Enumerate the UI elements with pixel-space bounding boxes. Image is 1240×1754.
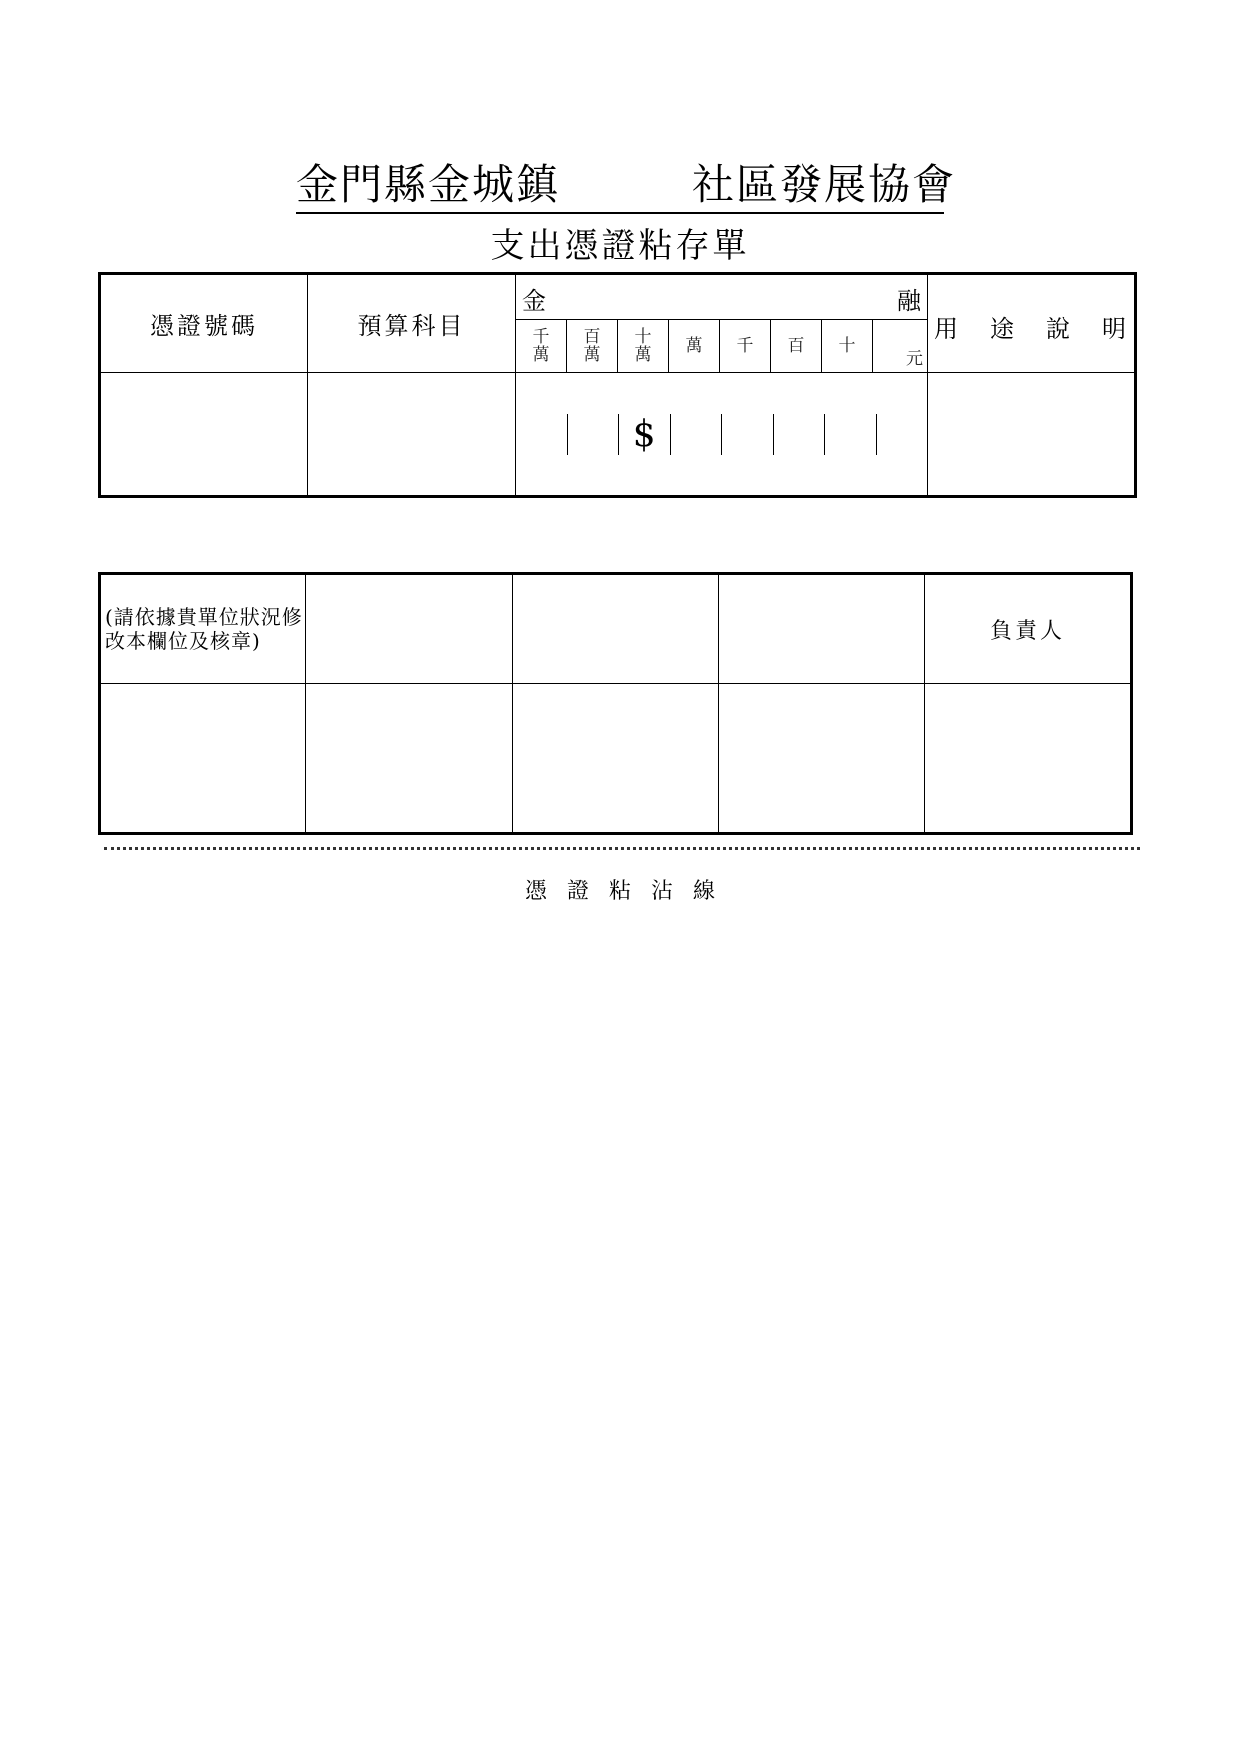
signature-note: (請依據貴單位狀況修改本欄位及核章) xyxy=(100,574,306,684)
amount-digit[interactable] xyxy=(773,414,825,455)
responsible-person-label: 負責人 xyxy=(925,574,1132,684)
voucher-table xyxy=(98,272,1137,498)
signature-table xyxy=(98,572,1133,835)
amount-digit[interactable] xyxy=(670,414,722,455)
amount-digit[interactable] xyxy=(567,414,619,455)
amount-digit[interactable] xyxy=(721,414,773,455)
signature-box[interactable] xyxy=(719,684,925,834)
document-subtitle: 支出憑證粘存單 xyxy=(490,226,750,266)
responsible-signature-box[interactable] xyxy=(925,684,1132,834)
signature-box[interactable] xyxy=(100,684,306,834)
amount-cell xyxy=(516,373,928,497)
amount-digit[interactable] xyxy=(516,414,567,455)
signature-header-cell[interactable] xyxy=(719,574,925,684)
unit-million: 百 萬 xyxy=(566,320,617,372)
amount-unit-row xyxy=(516,320,927,372)
amount-right-label: 融 xyxy=(897,287,921,315)
cut-line-label: 憑證粘沾線 xyxy=(524,879,735,904)
signature-header-cell[interactable] xyxy=(306,574,513,684)
unit-thousand: 千 xyxy=(719,320,770,372)
signature-header-cell[interactable] xyxy=(513,574,719,684)
unit-ten-thousand: 萬 xyxy=(668,320,719,372)
amount-digit[interactable] xyxy=(876,414,928,455)
voucher-number-header: 憑證號碼 xyxy=(100,274,308,373)
signature-box[interactable] xyxy=(306,684,513,834)
purpose-header: 用 途 說 明 xyxy=(928,274,1136,373)
amount-digit[interactable] xyxy=(824,414,876,455)
document-title: 金門縣金城鎮 社區發展協會 xyxy=(296,160,944,214)
voucher-number-cell[interactable] xyxy=(100,373,308,497)
unit-hundred-thousand: 十 萬 xyxy=(617,320,668,372)
unit-hundred: 百 xyxy=(770,320,821,372)
budget-item-header: 預算科目 xyxy=(308,274,516,373)
amount-left-label: 金 xyxy=(522,287,546,315)
unit-ten: 十 xyxy=(821,320,872,372)
purpose-cell[interactable] xyxy=(928,373,1136,497)
signature-box[interactable] xyxy=(513,684,719,834)
budget-item-cell[interactable] xyxy=(308,373,516,497)
cut-line xyxy=(104,847,1140,850)
currency-symbol: $ xyxy=(618,414,670,455)
amount-header xyxy=(516,274,928,373)
unit-yuan: 元 xyxy=(872,320,927,372)
unit-ten-million: 千 萬 xyxy=(532,327,550,365)
